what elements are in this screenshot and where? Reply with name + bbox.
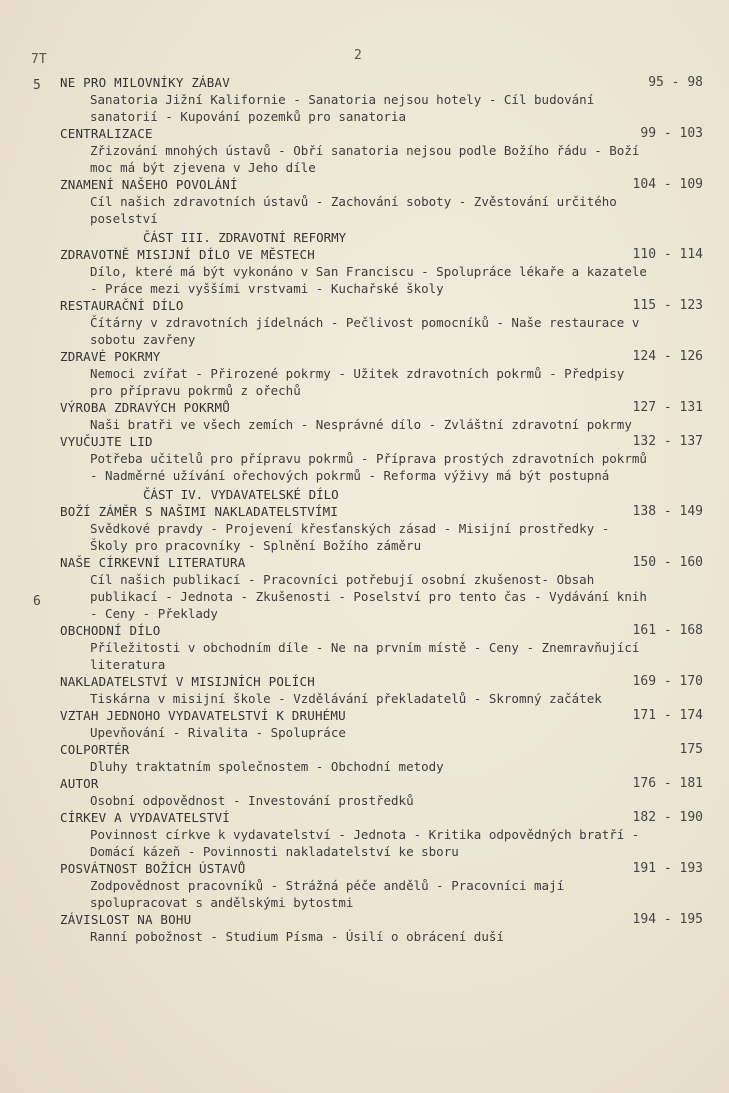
toc-entry bbox=[0, 176, 729, 227]
page-number: 2 bbox=[354, 48, 362, 63]
toc-entry bbox=[0, 911, 729, 945]
toc-entry-description: Ranní pobožnost - Studium Písma - Úsilí o obrácení duší bbox=[90, 929, 504, 944]
toc-entry-description: Sanatoria Jižní Kalifornie - Sanatoria nejsou hotely - Cíl budování sanatorií - Kupování pozemků pro sanatoria bbox=[90, 92, 595, 124]
toc-entry-description: Nemoci zvířat - Přirozené pokrmy - Užitek zdravotních pokrmů - Předpisy pro přípravu pokrmů z ořechů bbox=[90, 366, 625, 398]
toc-entry-description: Dluhy traktatním společnostem - Obchodní metody bbox=[90, 759, 444, 774]
toc-entry-title: ZÁVISLOST NA BOHU bbox=[60, 912, 192, 927]
toc-entry-pages: 169 - 170 bbox=[632, 674, 703, 689]
toc-entry-title: NAŠE CÍRKEVNÍ LITERATURA bbox=[60, 555, 246, 570]
toc-entry-pages: 115 - 123 bbox=[632, 298, 703, 313]
toc-entry-description: Cíl našich zdravotních ústavů - Zachování soboty - Zvěstování určitého poselství bbox=[90, 194, 617, 226]
toc-entry-title: AUTOR bbox=[60, 776, 99, 791]
toc-entry-description: Svědkové pravdy - Projevení křesťanských zásad - Misijní prostředky - Školy pro pracovníky - Splnění Božího záměru bbox=[90, 521, 610, 553]
toc-entry-title: ZNAMENÍ NAŠEHO POVOLÁNÍ bbox=[60, 177, 238, 192]
toc-entry-pages: 124 - 126 bbox=[632, 349, 703, 364]
toc-entry bbox=[0, 707, 729, 741]
toc-entry-pages: 191 - 193 bbox=[632, 861, 703, 876]
toc-entry-title: NE PRO MILOVNÍKY ZÁBAV bbox=[60, 75, 230, 90]
toc-entry bbox=[0, 673, 729, 707]
toc-entry bbox=[0, 297, 729, 348]
toc-entry-pages: 99 - 103 bbox=[640, 126, 703, 141]
toc-entry-title: ZDRAVOTNĚ MISIJNÍ DÍLO VE MĚSTECH bbox=[60, 247, 315, 262]
toc-entry-description: Příležitosti v obchodním díle - Ne na prvním místě - Ceny - Znemravňující literatura bbox=[90, 640, 640, 672]
toc-entry-title: OBCHODNÍ DÍLO bbox=[60, 623, 161, 638]
toc-entry bbox=[0, 348, 729, 399]
toc-entry bbox=[0, 622, 729, 673]
toc-entry-title: POSVÁTNOST BOŽÍCH ÚSTAVŮ bbox=[60, 861, 246, 876]
toc-entry-pages: 182 - 190 bbox=[632, 810, 703, 825]
part-heading: ČÁST III. ZDRAVOTNÍ REFORMY bbox=[143, 230, 347, 245]
table-of-contents bbox=[0, 74, 729, 945]
toc-entry-title: ZDRAVÉ POKRMY bbox=[60, 349, 161, 364]
toc-entry-description: Čítárny v zdravotních jídelnách - Pečlivost pomocníků - Naše restaurace v sobotu zavřeny bbox=[90, 315, 640, 347]
toc-entry bbox=[0, 503, 729, 554]
toc-entry-title: CENTRALIZACE bbox=[60, 126, 153, 141]
toc-entry-description: Zodpovědnost pracovníků - Strážná péče andělů - Pracovníci mají spolupracovat s andělskými bytostmi bbox=[90, 878, 565, 910]
toc-entry-pages: 127 - 131 bbox=[632, 400, 703, 415]
toc-entry bbox=[0, 246, 729, 297]
toc-entry bbox=[0, 125, 729, 176]
toc-entry-pages: 104 - 109 bbox=[632, 177, 703, 192]
toc-entry-pages: 175 bbox=[679, 742, 703, 757]
toc-entry-description: Cíl našich publikací - Pracovníci potřebují osobní zkušenost- Obsah publikací - Jednota - Zkušenosti - Poselství pro tento čas - Vydávání knih - Ceny - Překlady bbox=[90, 572, 647, 621]
toc-entry bbox=[0, 399, 729, 433]
toc-entry-pages: 110 - 114 bbox=[632, 247, 703, 262]
toc-entry-description: Upevňování - Rivalita - Spolupráce bbox=[90, 725, 346, 740]
toc-entry-pages: 161 - 168 bbox=[632, 623, 703, 638]
toc-entry-title: VZTAH JEDNOHO VYDAVATELSTVÍ K DRUHÉMU bbox=[60, 708, 346, 723]
margin-number: 6 bbox=[33, 594, 41, 609]
toc-entry-description: Povinnost církve k vydavatelství - Jednota - Kritika odpovědných bratří - Domácí kázeň - Povinnosti nakladatelství ke sboru bbox=[90, 827, 640, 859]
toc-entry-pages: 194 - 195 bbox=[632, 912, 703, 927]
toc-entry bbox=[0, 741, 729, 775]
toc-entry bbox=[0, 860, 729, 911]
toc-entry bbox=[0, 775, 729, 809]
toc-entry-title: CÍRKEV A VYDAVATELSTVÍ bbox=[60, 810, 230, 825]
margin-number: 5 bbox=[33, 78, 41, 93]
toc-entry-pages: 132 - 137 bbox=[632, 434, 703, 449]
toc-entry-title: RESTAURAČNÍ DÍLO bbox=[60, 298, 184, 313]
toc-entry-description: Osobní odpovědnost - Investování prostředků bbox=[90, 793, 414, 808]
toc-entry-title: COLPORTÉR bbox=[60, 742, 130, 757]
toc-entry-title: VÝROBA ZDRAVÝCH POKRMŮ bbox=[60, 400, 230, 415]
toc-entry-description: Tiskárna v misijní škole - Vzdělávání překladatelů - Skromný začátek bbox=[90, 691, 602, 706]
part-heading: ČÁST IV. VYDAVATELSKÉ DÍLO bbox=[143, 487, 339, 502]
corner-mark: 7T bbox=[31, 52, 47, 67]
toc-entry bbox=[0, 809, 729, 860]
toc-entry-description: Dílo, které má být vykonáno v San Franciscu - Spolupráce lékaře a kazatele - Práce mezi vyššími vrstvami - Kuchařské školy bbox=[90, 264, 647, 296]
toc-entry-pages: 138 - 149 bbox=[632, 504, 703, 519]
toc-entry-title: NAKLADATELSTVÍ V MISIJNÍCH POLÍCH bbox=[60, 674, 315, 689]
toc-entry-description: Naši bratři ve všech zemích - Nesprávné dílo - Zvláštní zdravotní pokrmy bbox=[90, 417, 632, 432]
toc-entry-pages: 95 - 98 bbox=[648, 75, 703, 90]
toc-entry-pages: 171 - 174 bbox=[632, 708, 703, 723]
toc-entry-title: BOŽÍ ZÁMĚR S NAŠIMI NAKLADATELSTVÍMI bbox=[60, 504, 339, 519]
toc-entry-title: VYUČUJTE LID bbox=[60, 434, 153, 449]
toc-entry-pages: 150 - 160 bbox=[632, 555, 703, 570]
toc-entry-description: Potřeba učitelů pro přípravu pokrmů - Příprava prostých zdravotních pokrmů - Nadměrné užívání ořechových pokrmů - Reforma výživy má být postupná bbox=[90, 451, 647, 483]
toc-entry-description: Zřizování mnohých ústavů - Obří sanatoria nejsou podle Božího řádu - Boží moc má být zjevena v Jeho díle bbox=[90, 143, 640, 175]
toc-entry bbox=[0, 74, 729, 125]
toc-entry bbox=[0, 433, 729, 484]
toc-entry bbox=[0, 554, 729, 622]
toc-entry-pages: 176 - 181 bbox=[632, 776, 703, 791]
